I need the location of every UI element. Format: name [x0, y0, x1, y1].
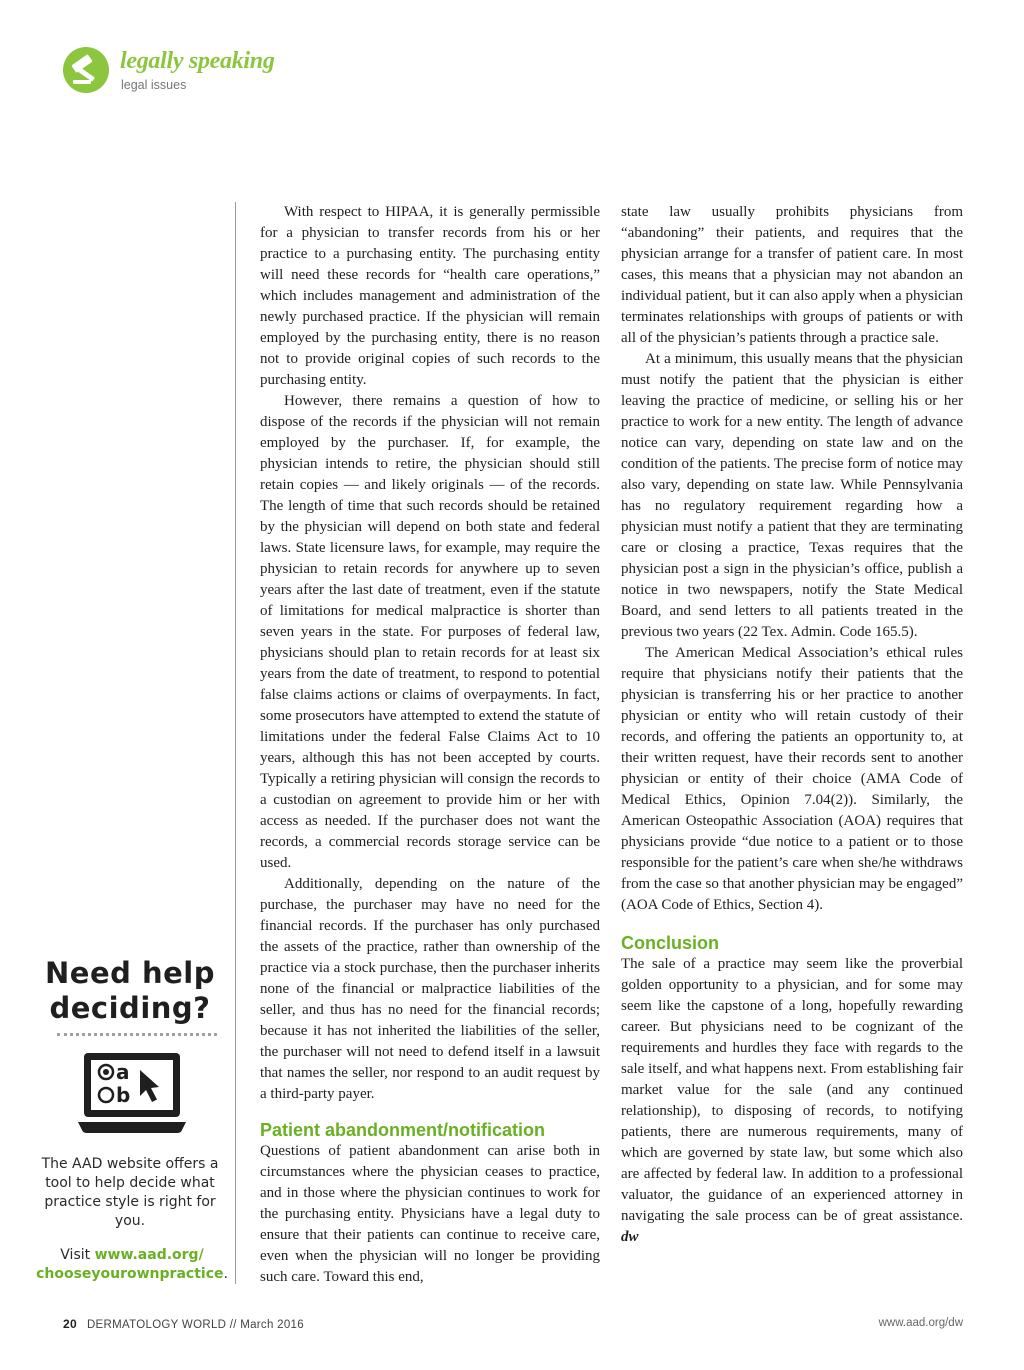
paragraph-abandonment: Questions of patient abandonment can arise both in circumstances where the physician ceases to practice, and in those where the physician continues to work for the purchasing entity. Physicians have a legal duty to ensure that their patients can continue to receive care, even when the physician will no longer be providing such care. Toward this end,	[260, 1143, 600, 1285]
conclusion-text: The sale of a practice may seem like the proverbial golden opportunity to a physician, and for some may seem like the capstone of a long, hopefully rewarding career. But physicians need to be cognizant of the requirements and hurdles they face with regards to the sale itself, and what happens next. From establishing fair market value for the sale (and any continued relationship), to disposing of records, to notifying patients, there are numerous requirements, many of which are governed by state law, but some which also are affected by federal law. In addition to a professional valuator, the guidance of an experienced attorney in navigating the sale process can be of great assistance.	[621, 956, 963, 1224]
paragraph-state-law: state law usually prohibits physicians from “abandoning” their patients, and requires that the physician arrange for a transfer of patient care. In most cases, this means that a physician may not abandon an individual patient, but it can also apply when a physician terminates relationships with groups of patients or with all of the physician’s patients through a practice sale.	[621, 204, 963, 346]
page-number: 20	[63, 1317, 77, 1331]
sidebar-description: The AAD website offers a tool to help decide what practice style is right for you.	[41, 1156, 219, 1229]
section-subtitle: legal issues	[121, 78, 187, 92]
publication-info: DERMATOLOGY WORLD // March 2016	[86, 1319, 304, 1331]
aad-link-part1[interactable]: www.aad.org/	[94, 1247, 204, 1263]
footer-left	[63, 1317, 304, 1331]
section-title: legally speaking	[120, 48, 275, 74]
article-column-2	[621, 202, 963, 1248]
laptop-quiz-icon	[76, 1050, 188, 1141]
sidebar-heading: Need help deciding?	[45, 956, 215, 1025]
section-logo	[63, 47, 109, 93]
paragraph-ama-rules: The American Medical Association’s ethical rules require that physicians notify their patients that the physician is transferring his or her practice to another physician or entity who will retain custody of their records, and offering the patients an opportunity to, at their written request, have their records sent to another physician or entity of their choice (AMA Code of Medical Ethics, Opinion 7.04(2)). Similarly, the American Osteopathic Association (AOA) requires that physicians provide “due notice to a patient or to those responsible for the patient’s care when she/he withdraws from the case so that another physician may be engaged” (AOA Code of Ethics, Section 4).	[621, 645, 963, 913]
gavel-icon	[63, 47, 109, 93]
heading-patient-abandonment: Patient abandonment/notification	[260, 1120, 546, 1140]
paragraph-financial-records: Additionally, depending on the nature of the purchase, the purchaser may have no need for the financial records. If the purchaser has only purchased the assets of the practice, rather than ownership of the practice via a stock purchase, then the purchaser inherits none of the financial or malpractice liabilities of the seller, and thus has no need for the financial records; because it has not inherited the liabilities of the seller, the purchaser will not need to defend itself in a lawsuit that names the seller, nor respond to an audit request by a third-party payer.	[260, 876, 600, 1102]
paragraph-hipaa: With respect to HIPAA, it is generally permissible for a physician to transfer records from his or her practice to a purchasing entity. The purchasing entity will need these records for “health care operations,” which includes management and administration of the newly purchased practice. If the physician will remain employed by the purchasing entity, there is no reason not to provide original copies of such records to the purchasing entity.	[260, 204, 600, 388]
dotted-divider	[57, 1033, 217, 1036]
paragraph-notice: At a minimum, this usually means that the physician must notify the patient that the physician is either leaving the practice of medicine, or selling his or her practice to work for a new entity. The length of advance notice can vary, depending on state law and on the condition of the patients. The precise form of notice may also vary, depending on state law. While Pennsylvania has no regulatory requirement regarding how a physician must notify a patient that they are terminating care or closing a practice, Texas requires that the physician post a sign in the physician’s office, publish a notice in two newspapers, notify the State Medical Board, and send letters to all patients treated in the previous two years (22 Tex. Admin. Code 165.5).	[621, 351, 963, 640]
dw-signature: dw	[621, 1229, 639, 1245]
aad-link-part2[interactable]: chooseyourownpractice	[36, 1266, 224, 1282]
heading-conclusion: Conclusion	[621, 933, 719, 953]
article-column-1	[260, 202, 600, 1288]
paragraph-conclusion	[621, 954, 963, 1248]
footer-url[interactable]: www.aad.org/dw	[878, 1317, 963, 1329]
option-b-label: b	[116, 1083, 131, 1107]
visit-prefix: Visit	[60, 1247, 95, 1263]
sidebar-visit	[36, 1246, 228, 1284]
column-divider	[235, 202, 236, 1284]
option-a-label: a	[116, 1060, 130, 1084]
paragraph-record-disposal: However, there remains a question of how to dispose of the records if the physician will not remain employed by the purchaser. If, for example, the physician intends to retire, the physician should still retain copies — and likely originals — of the records. The length of time that such records should be retained by the physician will depend on both state and federal laws. State licensure laws, for example, may require the physician to retain records for anywhere up to seven years after the last date of treatment, even if the statute of limitations for medical malpractice is shorter than seven years in the state. For purposes of federal law, physicians should plan to retain records for at least six years from the date of treatment, to respond to potential false claims actions or claims of overpayments. In fact, some prosecutors have attempted to extend the statute of limitations under the federal False Claims Act to 10 years, although this has not been accepted by courts. Typically a retiring physician will consign the records to a custodian on agreement to provide him or her with access as needed. If the purchaser does not want the records, a commercial records storage service can be used.	[260, 393, 600, 871]
visit-suffix: .	[223, 1266, 228, 1282]
